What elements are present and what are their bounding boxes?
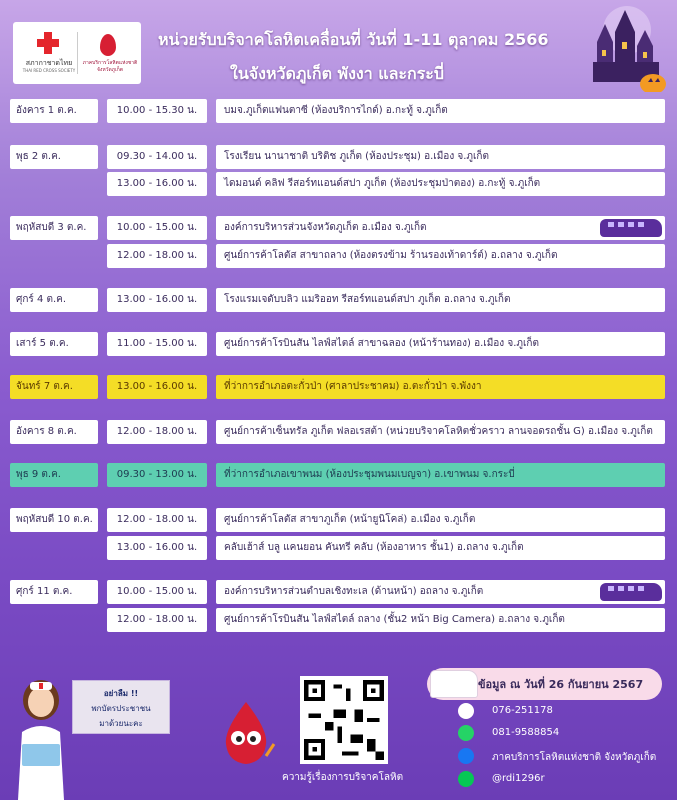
blood-bus-icon [600,219,662,237]
phone-number-1[interactable]: 076-251178 [492,705,553,716]
place-cell-highlighted: ที่ว่าการอำเภอเขาพนม (ห้องประชุมพนมเบญจา) อ.เขาพนม จ.กระบี่ [216,463,665,487]
facebook-icon [458,748,474,764]
blood-drop-icon [100,34,116,56]
nurse-illustration [8,670,74,800]
place-cell: ศูนย์การค้าเซ็นทรัล ภูเก็ต ฟลอเรสต้า (หน่วยบริจาคโลหิตชั่วคราว ลานจอดรถชั้น G) อ.เมือง จ.ภูเก็ต [216,420,665,444]
whatsapp-icon [458,725,474,741]
day-cell: ศุกร์ 4 ต.ค. [10,288,98,312]
place-cell: ไดมอนด์ คลิฟ รีสอร์ทแอนด์สปา ภูเก็ต (ห้องประชุมป่าตอง) อ.กะทู้ จ.ภูเก็ต [216,172,665,196]
day-cell: พุธ 2 ต.ค. [10,145,98,169]
phone-number-2[interactable]: 081-9588854 [492,727,560,738]
time-cell: 10.00 - 15.00 น. [107,580,207,604]
line-id[interactable]: @rdi1296r [492,773,545,784]
qr-caption: ความรู้เรื่องการบริจาคโลหิต [282,772,404,783]
blood-bus-icon [600,583,662,601]
haunted-castle-icon [557,2,667,92]
blood-drop-mascot-icon [218,700,276,772]
day-cell: อังคาร 1 ต.ค. [10,99,98,123]
place-cell: โรงเรียน นานาชาติ บริติช ภูเก็ต (ห้องประชุม) อ.เมือง จ.ภูเก็ต [216,145,665,169]
reminder-line-3: มาด้วยนะคะ [99,719,143,728]
day-cell-highlighted: พุธ 9 ต.ค. [10,463,98,487]
time-cell: 10.00 - 15.30 น. [107,99,207,123]
place-cell: บมจ.ภูเก็ตแฟนตาซี (ห้องบริการไกด์) อ.กะทู้ จ.ภูเก็ต [216,99,665,123]
day-cell: อังคาร 8 ต.ค. [10,420,98,444]
day-cell: พฤหัสบดี 3 ต.ค. [10,216,98,240]
blood-service-name: ภาคบริการโลหิตแห่งชาติ จังหวัดภูเก็ต [82,60,138,73]
logo-divider [77,32,78,74]
time-cell: 13.00 - 16.00 น. [107,172,207,196]
reminder-line-2: พกบัตรประชาชน [91,704,151,713]
place-cell: ศูนย์การค้าโรบินสัน ไลฟ์สไตล์ สาขาฉลอง (หน้าร้านทอง) อ.เมือง จ.ภูเก็ต [216,332,665,356]
place-cell-highlighted: ที่ว่าการอำเภอตะกั่วป่า (ศาลาประชาคม) อ.ตะกั่วป่า จ.พังงา [216,375,665,399]
time-cell-highlighted: 13.00 - 16.00 น. [107,375,207,399]
qr-code[interactable] [300,676,388,764]
place-cell: ศูนย์การค้าโรบินสัน ไลฟ์สไตล์ ถลาง (ชั้น2 หน้า Big Camera) อ.ถลาง จ.ภูเก็ต [216,608,665,632]
time-cell: 12.00 - 18.00 น. [107,244,207,268]
reminder-sign [72,680,170,734]
red-cross-icon [37,32,59,54]
time-cell-highlighted: 09.30 - 13.00 น. [107,463,207,487]
place-cell: ศูนย์การค้าโลตัส สาขาถลาง (ห้องตรงข้าม ร้านรองเท้าดาร์ต์) อ.ถลาง จ.ภูเก็ต [216,244,665,268]
place-cell: โรงแรมเจดับบลิว แมริออท รีสอร์ทแอนด์สปา ภูเก็ต อ.ถลาง จ.ภูเก็ต [216,288,665,312]
day-cell: เสาร์ 5 ต.ค. [10,332,98,356]
time-cell: 10.00 - 15.00 น. [107,216,207,240]
title-line-1: หน่วยรับบริจาคโลหิตเคลื่อนที่ วันที่ 1-11 ตุลาคม 2566 [158,30,549,49]
time-cell: 12.00 - 18.00 น. [107,420,207,444]
org-name-thai: สภากาชาดไทย [25,59,73,67]
place-cell: องค์การบริหารส่วนจังหวัดภูเก็ต อ.เมือง จ.ภูเก็ต [216,216,665,240]
reminder-line-1: อย่าลืม !! [103,689,139,698]
day-cell-highlighted: จันทร์ 7 ต.ค. [10,375,98,399]
place-cell: ศูนย์การค้าโลตัส สาขาภูเก็ต (หน้ายูนิโคล่) อ.เมือง จ.ภูเก็ต [216,508,665,532]
day-cell: พฤหัสบดี 10 ต.ค. [10,508,98,532]
place-cell: คลับเฮ้าส์ บลู แคนยอน คันทรี คลับ (ห้องอาหาร ชั้น1) อ.ถลาง จ.ภูเก็ต [216,536,665,560]
place-cell: องค์การบริหารส่วนตำบลเชิงทะเล (ด้านหน้า) อถลาง จ.ภูเก็ต [216,580,665,604]
time-cell: 11.00 - 15.00 น. [107,332,207,356]
line-icon [458,771,474,787]
logo-panel [13,22,141,84]
ambulance-icon [430,670,478,698]
day-cell: ศุกร์ 11 ต.ค. [10,580,98,604]
time-cell: 09.30 - 14.00 น. [107,145,207,169]
time-cell: 13.00 - 16.00 น. [107,536,207,560]
facebook-page[interactable]: ภาคบริการโลหิตแห่งชาติ จังหวัดภูเก็ต [492,752,657,763]
phone-icon [458,703,474,719]
org-name-english: THAI RED CROSS SOCIETY [22,68,76,73]
title-line-2: ในจังหวัดภูเก็ต พังงา และกระบี่ [230,64,444,83]
time-cell: 12.00 - 18.00 น. [107,608,207,632]
time-cell: 12.00 - 18.00 น. [107,508,207,532]
info-date-text: ข้อมูล ณ วันที่ 26 กันยายน 2567 [478,678,644,691]
time-cell: 13.00 - 16.00 น. [107,288,207,312]
